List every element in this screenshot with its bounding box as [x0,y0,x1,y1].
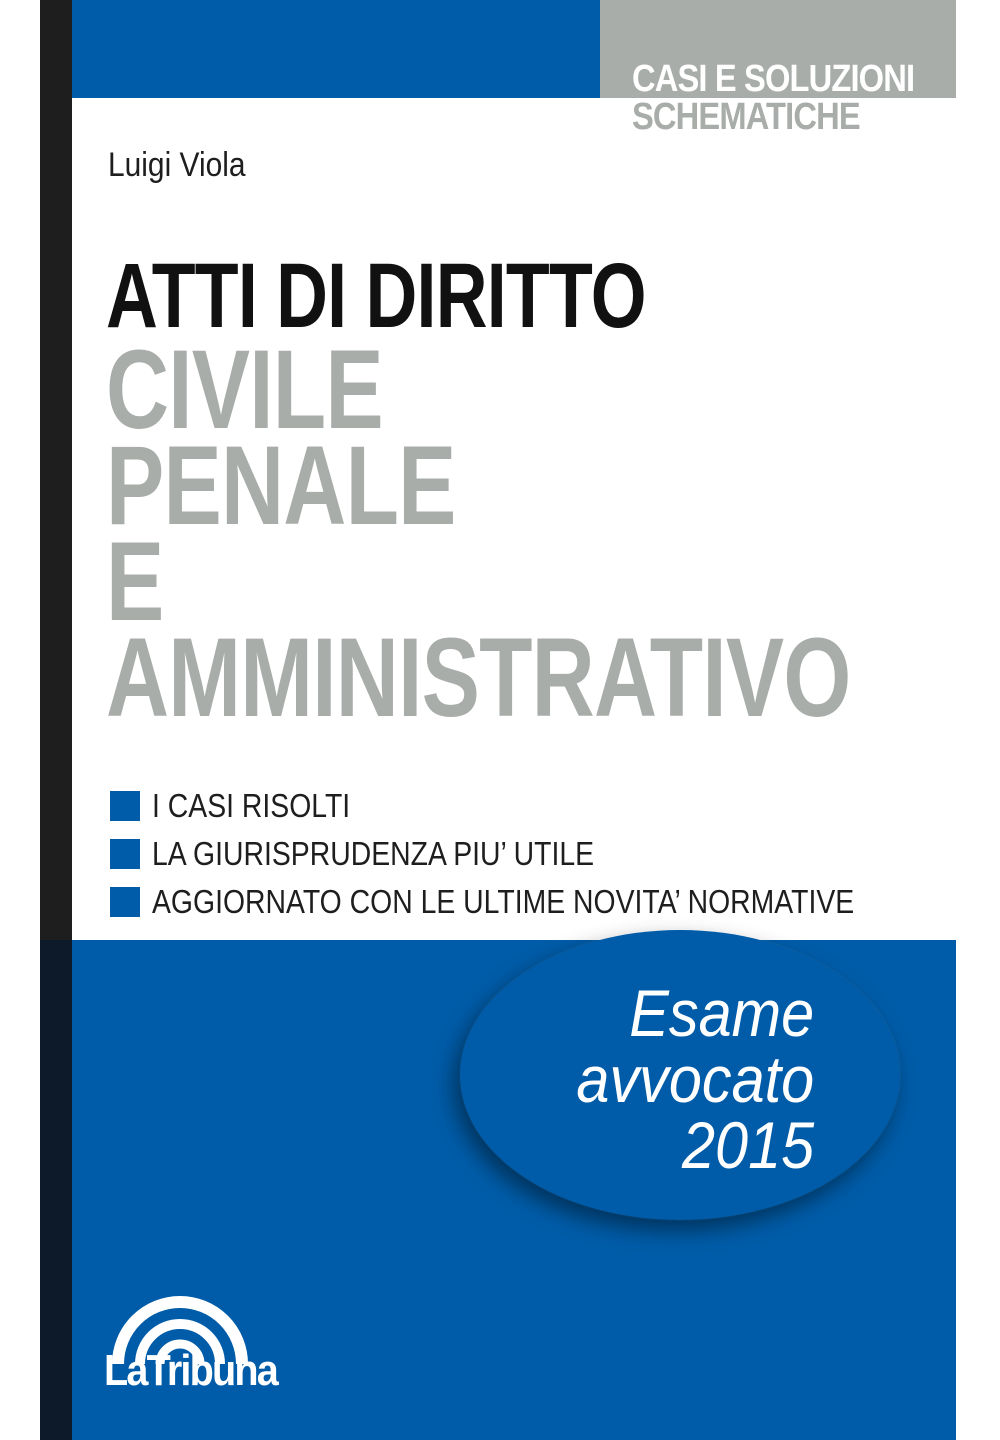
series-line-2: SCHEMATICHE [632,96,860,138]
list-item [110,830,969,878]
badge-line-3: 2015 [681,1108,814,1182]
square-bullet-icon [110,887,140,917]
author-name: Luigi Viola [108,146,246,184]
series-line-1: CASI E SOLUZIONI [632,58,915,100]
publisher-name: LaTribuna [104,1346,278,1395]
badge-line-2: avvocato [576,1042,814,1116]
series-label [632,60,916,136]
square-bullet-icon [110,839,140,869]
list-item [110,878,969,926]
feature-list [110,782,969,926]
feature-text: LA GIURISPRUDENZA PIU’ UTILE [152,835,595,872]
exam-badge-text [576,976,814,1182]
title-line-1: ATTI DI DIRITTO [106,245,646,347]
badge-line-1: Esame [629,976,814,1050]
top-blue-band [72,0,600,98]
title-line-3: PENALE [106,423,456,548]
list-item [110,782,969,830]
title-line-4: E AMMINISTRATIVO [106,519,851,740]
feature-text: I CASI RISOLTI [152,787,351,824]
square-bullet-icon [110,791,140,821]
book-title [106,245,851,740]
spine-shadow [40,940,72,1440]
title-line-2: CIVILE [106,327,383,452]
feature-text: AGGIORNATO CON LE ULTIME NOVITA’ NORMATIVE [152,883,855,920]
